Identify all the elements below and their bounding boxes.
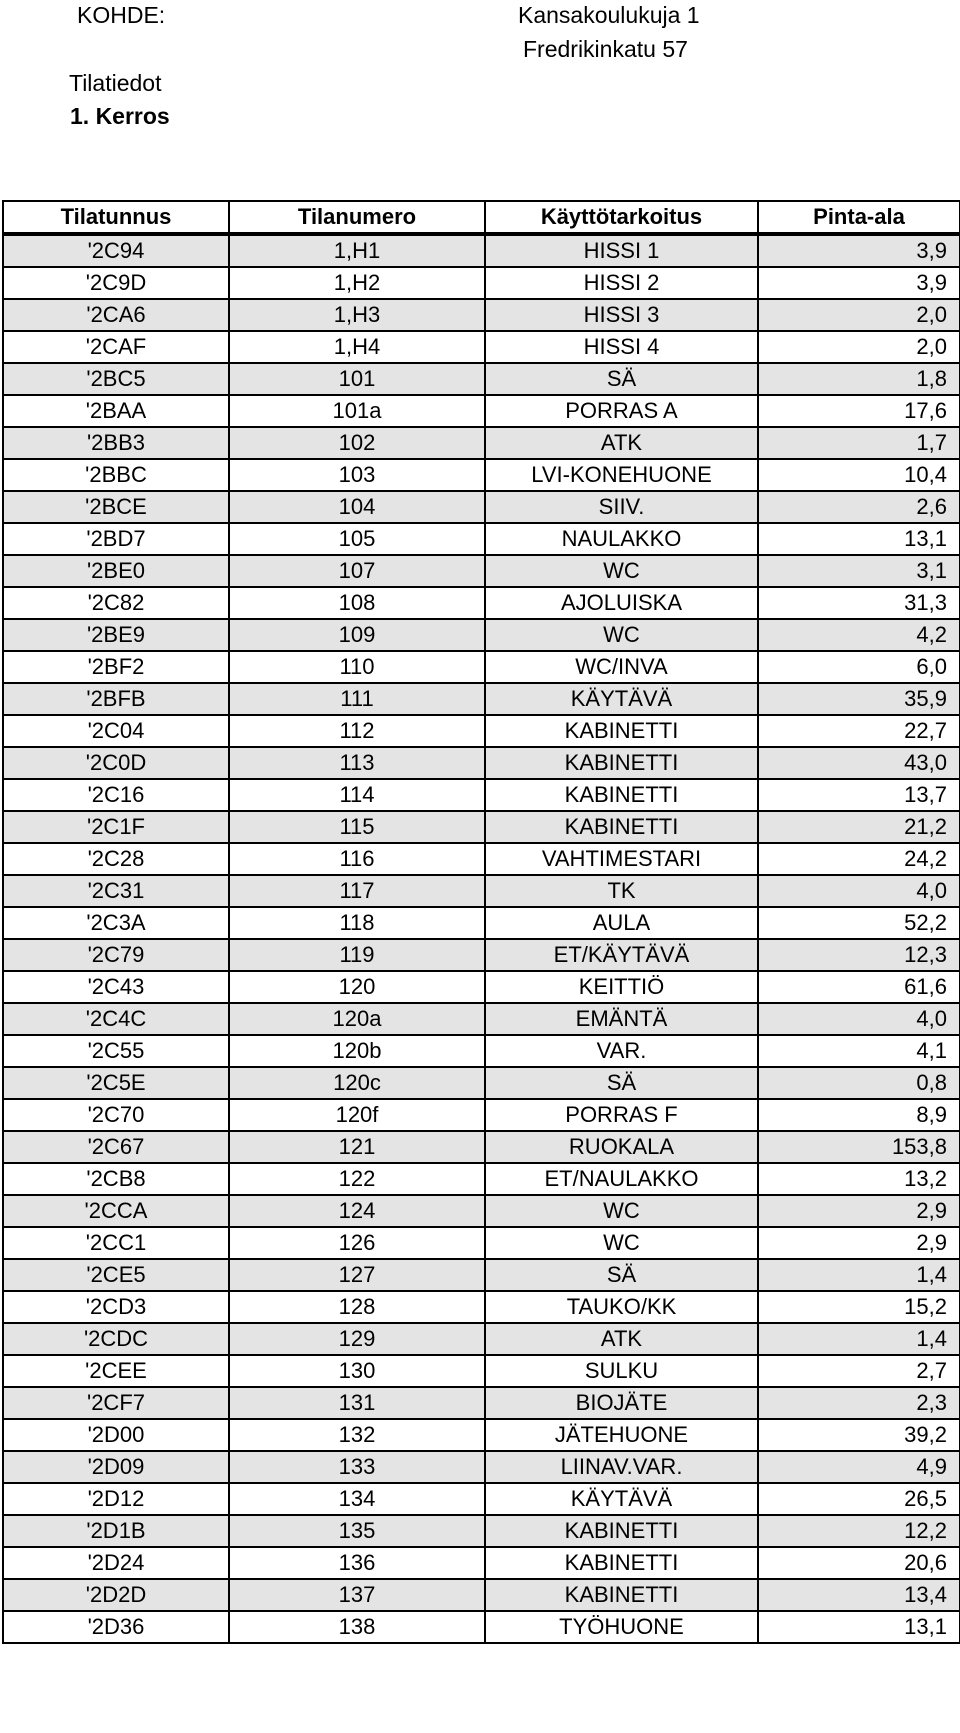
cell-tilanumero: 113 xyxy=(229,747,485,779)
cell-pinta-ala: 13,4 xyxy=(758,1579,960,1611)
table-row xyxy=(3,747,960,779)
room-table xyxy=(2,200,960,1644)
table-row xyxy=(3,1195,960,1227)
cell-tilanumero: 120c xyxy=(229,1067,485,1099)
cell-kayttotarkoitus: BIOJÄTE xyxy=(485,1387,758,1419)
cell-pinta-ala: 15,2 xyxy=(758,1291,960,1323)
table-row xyxy=(3,683,960,715)
cell-tilatunnus: '2D1B xyxy=(3,1515,229,1547)
table-row xyxy=(3,939,960,971)
cell-tilatunnus: '2BF2 xyxy=(3,651,229,683)
cell-tilanumero: 135 xyxy=(229,1515,485,1547)
cell-pinta-ala: 2,7 xyxy=(758,1355,960,1387)
cell-pinta-ala: 13,7 xyxy=(758,779,960,811)
cell-kayttotarkoitus: EMÄNTÄ xyxy=(485,1003,758,1035)
cell-tilanumero: 101 xyxy=(229,363,485,395)
cell-kayttotarkoitus: WC xyxy=(485,1195,758,1227)
table-row xyxy=(3,299,960,331)
table-row xyxy=(3,1323,960,1355)
cell-kayttotarkoitus: KÄYTÄVÄ xyxy=(485,683,758,715)
cell-kayttotarkoitus: HISSI 2 xyxy=(485,267,758,299)
cell-pinta-ala: 12,2 xyxy=(758,1515,960,1547)
table-row xyxy=(3,651,960,683)
cell-tilatunnus: '2BE9 xyxy=(3,619,229,651)
cell-tilanumero: 122 xyxy=(229,1163,485,1195)
cell-pinta-ala: 12,3 xyxy=(758,939,960,971)
table-row xyxy=(3,1451,960,1483)
cell-tilanumero: 120 xyxy=(229,971,485,1003)
cell-tilatunnus: '2C5E xyxy=(3,1067,229,1099)
cell-tilatunnus: '2D12 xyxy=(3,1483,229,1515)
cell-pinta-ala: 35,9 xyxy=(758,683,960,715)
cell-tilanumero: 137 xyxy=(229,1579,485,1611)
cell-tilatunnus: '2C67 xyxy=(3,1131,229,1163)
cell-pinta-ala: 43,0 xyxy=(758,747,960,779)
cell-tilatunnus: '2C0D xyxy=(3,747,229,779)
table-row xyxy=(3,395,960,427)
cell-tilatunnus: '2C04 xyxy=(3,715,229,747)
cell-pinta-ala: 26,5 xyxy=(758,1483,960,1515)
cell-tilanumero: 1,H1 xyxy=(229,234,485,267)
cell-kayttotarkoitus: AULA xyxy=(485,907,758,939)
cell-kayttotarkoitus: WC xyxy=(485,619,758,651)
cell-tilanumero: 116 xyxy=(229,843,485,875)
cell-tilatunnus: '2C43 xyxy=(3,971,229,1003)
table-row xyxy=(3,267,960,299)
cell-kayttotarkoitus: ATK xyxy=(485,427,758,459)
cell-kayttotarkoitus: KABINETTI xyxy=(485,715,758,747)
cell-tilatunnus: '2C28 xyxy=(3,843,229,875)
cell-kayttotarkoitus: RUOKALA xyxy=(485,1131,758,1163)
cell-tilanumero: 136 xyxy=(229,1547,485,1579)
cell-tilanumero: 110 xyxy=(229,651,485,683)
cell-kayttotarkoitus: KABINETTI xyxy=(485,1515,758,1547)
cell-tilanumero: 115 xyxy=(229,811,485,843)
cell-tilanumero: 114 xyxy=(229,779,485,811)
cell-tilatunnus: '2BC5 xyxy=(3,363,229,395)
cell-tilanumero: 133 xyxy=(229,1451,485,1483)
cell-tilatunnus: '2C70 xyxy=(3,1099,229,1131)
cell-tilatunnus: '2C4C xyxy=(3,1003,229,1035)
table-row xyxy=(3,555,960,587)
cell-tilatunnus: '2D00 xyxy=(3,1419,229,1451)
cell-kayttotarkoitus: VAHTIMESTARI xyxy=(485,843,758,875)
cell-pinta-ala: 39,2 xyxy=(758,1419,960,1451)
cell-pinta-ala: 2,6 xyxy=(758,491,960,523)
table-row xyxy=(3,1579,960,1611)
cell-pinta-ala: 8,9 xyxy=(758,1099,960,1131)
cell-pinta-ala: 13,1 xyxy=(758,1611,960,1643)
table-row xyxy=(3,811,960,843)
cell-pinta-ala: 4,0 xyxy=(758,875,960,907)
cell-pinta-ala: 1,4 xyxy=(758,1323,960,1355)
table-row xyxy=(3,363,960,395)
section-title: Tilatiedot xyxy=(69,70,162,96)
cell-tilanumero: 118 xyxy=(229,907,485,939)
cell-tilatunnus: '2CE5 xyxy=(3,1259,229,1291)
cell-tilanumero: 126 xyxy=(229,1227,485,1259)
cell-kayttotarkoitus: LVI-KONEHUONE xyxy=(485,459,758,491)
cell-pinta-ala: 6,0 xyxy=(758,651,960,683)
table-row xyxy=(3,619,960,651)
cell-tilatunnus: '2CD3 xyxy=(3,1291,229,1323)
cell-tilatunnus: '2CA6 xyxy=(3,299,229,331)
cell-tilatunnus: '2CCA xyxy=(3,1195,229,1227)
kohde-label: KOHDE: xyxy=(77,2,166,28)
table-row xyxy=(3,907,960,939)
cell-kayttotarkoitus: SULKU xyxy=(485,1355,758,1387)
cell-pinta-ala: 1,4 xyxy=(758,1259,960,1291)
cell-kayttotarkoitus: TK xyxy=(485,875,758,907)
cell-kayttotarkoitus: KEITTIÖ xyxy=(485,971,758,1003)
cell-kayttotarkoitus: WC xyxy=(485,555,758,587)
table-row xyxy=(3,427,960,459)
table-row xyxy=(3,1035,960,1067)
cell-tilanumero: 128 xyxy=(229,1291,485,1323)
cell-tilatunnus: '2BE0 xyxy=(3,555,229,587)
cell-pinta-ala: 2,3 xyxy=(758,1387,960,1419)
cell-tilatunnus: '2BB3 xyxy=(3,427,229,459)
cell-tilanumero: 138 xyxy=(229,1611,485,1643)
cell-tilanumero: 124 xyxy=(229,1195,485,1227)
table-header xyxy=(3,201,960,234)
table-row xyxy=(3,1291,960,1323)
cell-tilanumero: 129 xyxy=(229,1323,485,1355)
table-row xyxy=(3,1259,960,1291)
cell-kayttotarkoitus: HISSI 3 xyxy=(485,299,758,331)
cell-pinta-ala: 21,2 xyxy=(758,811,960,843)
cell-pinta-ala: 2,9 xyxy=(758,1227,960,1259)
cell-pinta-ala: 31,3 xyxy=(758,587,960,619)
cell-kayttotarkoitus: WC/INVA xyxy=(485,651,758,683)
cell-kayttotarkoitus: SÄ xyxy=(485,1067,758,1099)
cell-tilanumero: 108 xyxy=(229,587,485,619)
table-row xyxy=(3,1131,960,1163)
column-header-pinta-ala: Pinta-ala xyxy=(758,201,960,234)
cell-kayttotarkoitus: VAR. xyxy=(485,1035,758,1067)
cell-tilatunnus: '2CAF xyxy=(3,331,229,363)
table-row xyxy=(3,1419,960,1451)
cell-tilanumero: 102 xyxy=(229,427,485,459)
table-row xyxy=(3,1515,960,1547)
cell-kayttotarkoitus: HISSI 1 xyxy=(485,234,758,267)
table-row xyxy=(3,1227,960,1259)
cell-kayttotarkoitus: KABINETTI xyxy=(485,1579,758,1611)
cell-tilatunnus: '2C9D xyxy=(3,267,229,299)
table-row xyxy=(3,1483,960,1515)
table-row xyxy=(3,331,960,363)
cell-kayttotarkoitus: ATK xyxy=(485,1323,758,1355)
header-row xyxy=(3,201,960,234)
cell-kayttotarkoitus: SIIV. xyxy=(485,491,758,523)
cell-tilatunnus: '2BBC xyxy=(3,459,229,491)
cell-tilatunnus: '2C79 xyxy=(3,939,229,971)
cell-tilanumero: 109 xyxy=(229,619,485,651)
cell-pinta-ala: 3,9 xyxy=(758,234,960,267)
cell-tilatunnus: '2D24 xyxy=(3,1547,229,1579)
cell-kayttotarkoitus: KABINETTI xyxy=(485,779,758,811)
cell-tilatunnus: '2D09 xyxy=(3,1451,229,1483)
cell-tilanumero: 131 xyxy=(229,1387,485,1419)
cell-tilanumero: 103 xyxy=(229,459,485,491)
cell-pinta-ala: 3,1 xyxy=(758,555,960,587)
table-row xyxy=(3,491,960,523)
table-row xyxy=(3,1163,960,1195)
table-row xyxy=(3,1003,960,1035)
cell-tilanumero: 112 xyxy=(229,715,485,747)
table-row xyxy=(3,1355,960,1387)
cell-pinta-ala: 61,6 xyxy=(758,971,960,1003)
table-row xyxy=(3,1067,960,1099)
cell-pinta-ala: 17,6 xyxy=(758,395,960,427)
cell-pinta-ala: 20,6 xyxy=(758,1547,960,1579)
cell-kayttotarkoitus: KABINETTI xyxy=(485,811,758,843)
cell-tilanumero: 107 xyxy=(229,555,485,587)
cell-kayttotarkoitus: TYÖHUONE xyxy=(485,1611,758,1643)
cell-tilanumero: 117 xyxy=(229,875,485,907)
table-row xyxy=(3,1547,960,1579)
cell-pinta-ala: 4,0 xyxy=(758,1003,960,1035)
cell-kayttotarkoitus: LIINAV.VAR. xyxy=(485,1451,758,1483)
cell-tilanumero: 130 xyxy=(229,1355,485,1387)
cell-kayttotarkoitus: TAUKO/KK xyxy=(485,1291,758,1323)
table-row xyxy=(3,234,960,267)
cell-tilatunnus: '2C31 xyxy=(3,875,229,907)
column-header-kayttotarkoitus: Käyttötarkoitus xyxy=(485,201,758,234)
cell-tilanumero: 104 xyxy=(229,491,485,523)
table-row xyxy=(3,523,960,555)
cell-tilanumero: 111 xyxy=(229,683,485,715)
cell-tilanumero: 120a xyxy=(229,1003,485,1035)
cell-kayttotarkoitus: JÄTEHUONE xyxy=(485,1419,758,1451)
table-row xyxy=(3,459,960,491)
cell-kayttotarkoitus: ET/KÄYTÄVÄ xyxy=(485,939,758,971)
cell-pinta-ala: 22,7 xyxy=(758,715,960,747)
cell-kayttotarkoitus: AJOLUISKA xyxy=(485,587,758,619)
cell-kayttotarkoitus: KABINETTI xyxy=(485,1547,758,1579)
cell-pinta-ala: 13,1 xyxy=(758,523,960,555)
cell-pinta-ala: 0,8 xyxy=(758,1067,960,1099)
cell-tilanumero: 1,H3 xyxy=(229,299,485,331)
column-header-tilatunnus: Tilatunnus xyxy=(3,201,229,234)
cell-pinta-ala: 4,1 xyxy=(758,1035,960,1067)
cell-pinta-ala: 24,2 xyxy=(758,843,960,875)
cell-kayttotarkoitus: WC xyxy=(485,1227,758,1259)
cell-tilanumero: 120b xyxy=(229,1035,485,1067)
address-line-2: Fredrikinkatu 57 xyxy=(523,36,688,62)
cell-pinta-ala: 52,2 xyxy=(758,907,960,939)
cell-tilatunnus: '2BAA xyxy=(3,395,229,427)
cell-tilanumero: 120f xyxy=(229,1099,485,1131)
table-row xyxy=(3,587,960,619)
cell-tilatunnus: '2CF7 xyxy=(3,1387,229,1419)
cell-kayttotarkoitus: SÄ xyxy=(485,1259,758,1291)
cell-kayttotarkoitus: SÄ xyxy=(485,363,758,395)
table-row xyxy=(3,1387,960,1419)
cell-pinta-ala: 10,4 xyxy=(758,459,960,491)
table-row xyxy=(3,1099,960,1131)
cell-kayttotarkoitus: ET/NAULAKKO xyxy=(485,1163,758,1195)
cell-kayttotarkoitus: KABINETTI xyxy=(485,747,758,779)
cell-tilatunnus: '2CC1 xyxy=(3,1227,229,1259)
table-row xyxy=(3,1611,960,1643)
cell-tilanumero: 101a xyxy=(229,395,485,427)
cell-kayttotarkoitus: PORRAS F xyxy=(485,1099,758,1131)
cell-pinta-ala: 4,2 xyxy=(758,619,960,651)
cell-pinta-ala: 3,9 xyxy=(758,267,960,299)
cell-tilanumero: 1,H2 xyxy=(229,267,485,299)
table-row xyxy=(3,971,960,1003)
cell-pinta-ala: 1,7 xyxy=(758,427,960,459)
cell-pinta-ala: 4,9 xyxy=(758,1451,960,1483)
cell-tilanumero: 134 xyxy=(229,1483,485,1515)
cell-pinta-ala: 2,9 xyxy=(758,1195,960,1227)
floor-title: 1. Kerros xyxy=(70,103,170,129)
cell-tilatunnus: '2CDC xyxy=(3,1323,229,1355)
cell-tilatunnus: '2D2D xyxy=(3,1579,229,1611)
table-body xyxy=(3,234,960,1643)
table-row xyxy=(3,875,960,907)
column-header-tilanumero: Tilanumero xyxy=(229,201,485,234)
cell-tilatunnus: '2C16 xyxy=(3,779,229,811)
cell-tilatunnus: '2BD7 xyxy=(3,523,229,555)
cell-tilanumero: 121 xyxy=(229,1131,485,1163)
cell-kayttotarkoitus: PORRAS A xyxy=(485,395,758,427)
cell-tilatunnus: '2BCE xyxy=(3,491,229,523)
cell-tilatunnus: '2C3A xyxy=(3,907,229,939)
cell-kayttotarkoitus: KÄYTÄVÄ xyxy=(485,1483,758,1515)
cell-tilanumero: 1,H4 xyxy=(229,331,485,363)
cell-tilanumero: 119 xyxy=(229,939,485,971)
cell-tilatunnus: '2D36 xyxy=(3,1611,229,1643)
table-row xyxy=(3,779,960,811)
cell-pinta-ala: 2,0 xyxy=(758,331,960,363)
cell-tilatunnus: '2BFB xyxy=(3,683,229,715)
cell-tilatunnus: '2C55 xyxy=(3,1035,229,1067)
table-row xyxy=(3,715,960,747)
cell-tilatunnus: '2C82 xyxy=(3,587,229,619)
cell-pinta-ala: 1,8 xyxy=(758,363,960,395)
cell-tilanumero: 127 xyxy=(229,1259,485,1291)
cell-tilatunnus: '2C1F xyxy=(3,811,229,843)
address-line-1: Kansakoulukuja 1 xyxy=(518,2,700,28)
cell-tilatunnus: '2CEE xyxy=(3,1355,229,1387)
cell-tilatunnus: '2C94 xyxy=(3,234,229,267)
cell-pinta-ala: 2,0 xyxy=(758,299,960,331)
cell-tilatunnus: '2CB8 xyxy=(3,1163,229,1195)
cell-tilanumero: 132 xyxy=(229,1419,485,1451)
cell-tilanumero: 105 xyxy=(229,523,485,555)
cell-kayttotarkoitus: NAULAKKO xyxy=(485,523,758,555)
cell-pinta-ala: 153,8 xyxy=(758,1131,960,1163)
cell-kayttotarkoitus: HISSI 4 xyxy=(485,331,758,363)
table-row xyxy=(3,843,960,875)
cell-pinta-ala: 13,2 xyxy=(758,1163,960,1195)
